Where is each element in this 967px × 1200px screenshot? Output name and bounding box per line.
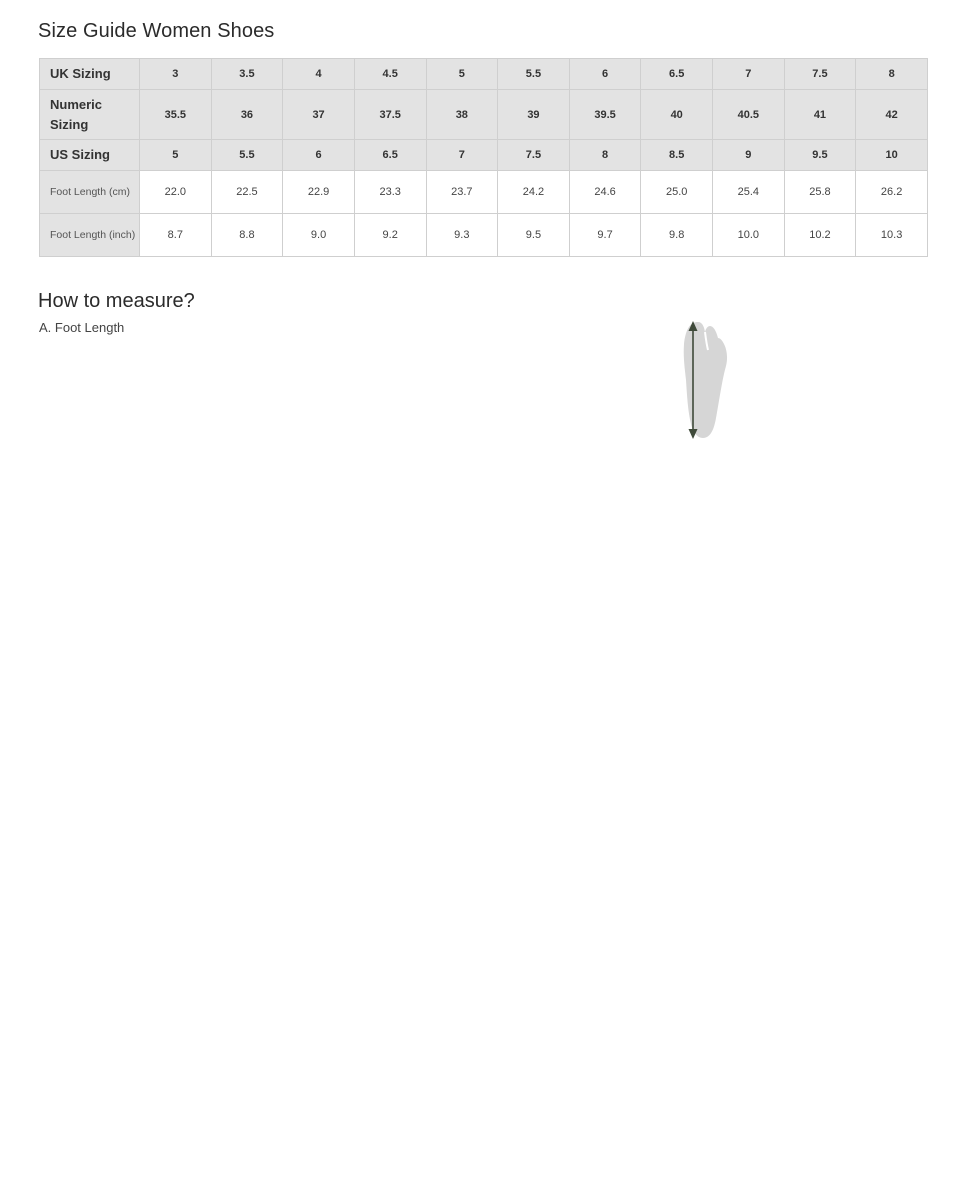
table-row-numeric-sizing <box>40 90 928 140</box>
how-to-measure-title: How to measure? <box>38 290 195 312</box>
row-header-foot-length-inch: Foot Length (inch) <box>40 214 140 257</box>
table-cell: 39 <box>498 90 570 140</box>
table-cell: 6 <box>569 59 641 90</box>
table-cell: 23.3 <box>354 171 426 214</box>
table-cell: 37 <box>283 90 355 140</box>
table-cell: 40 <box>641 90 713 140</box>
table-cell: 10.0 <box>713 214 785 257</box>
table-cell: 9.8 <box>641 214 713 257</box>
table-cell: 23.7 <box>426 171 498 214</box>
table-cell: 22.0 <box>140 171 212 214</box>
table-cell: 5.5 <box>498 59 570 90</box>
table-cell: 37.5 <box>354 90 426 140</box>
table-cell: 41 <box>784 90 856 140</box>
table-cell: 35.5 <box>140 90 212 140</box>
table-cell: 10.2 <box>784 214 856 257</box>
table-cell: 25.0 <box>641 171 713 214</box>
table-row-us-sizing <box>40 140 928 171</box>
table-cell: 10.3 <box>856 214 928 257</box>
table-cell: 42 <box>856 90 928 140</box>
table-cell: 26.2 <box>856 171 928 214</box>
table-cell: 8.8 <box>211 214 283 257</box>
table-row-foot-length-cm <box>40 171 928 214</box>
row-header-us-sizing: US Sizing <box>40 140 140 171</box>
table-row-foot-length-inch <box>40 214 928 257</box>
table-cell: 39.5 <box>569 90 641 140</box>
table-cell: 9.5 <box>498 214 570 257</box>
size-guide-table <box>39 58 928 257</box>
table-cell: 9.7 <box>569 214 641 257</box>
table-cell: 40.5 <box>713 90 785 140</box>
table-cell: 7.5 <box>784 59 856 90</box>
table-row-uk-sizing <box>40 59 928 90</box>
table-cell: 5.5 <box>211 140 283 171</box>
table-cell: 4 <box>283 59 355 90</box>
table-cell: 22.9 <box>283 171 355 214</box>
table-cell: 7.5 <box>498 140 570 171</box>
table-cell: 6.5 <box>354 140 426 171</box>
foot-length-label: A. Foot Length <box>39 320 125 335</box>
table-cell: 7 <box>426 140 498 171</box>
page-title: Size Guide Women Shoes <box>38 20 275 42</box>
table-cell: 38 <box>426 90 498 140</box>
table-cell: 3 <box>140 59 212 90</box>
table-cell: 5 <box>140 140 212 171</box>
table-cell: 8 <box>856 59 928 90</box>
row-header-numeric-sizing: Numeric Sizing <box>40 90 140 140</box>
table-cell: 6.5 <box>641 59 713 90</box>
row-header-uk-sizing: UK Sizing <box>40 59 140 90</box>
table-cell: 24.6 <box>569 171 641 214</box>
table-cell: 9 <box>713 140 785 171</box>
table-cell: 10 <box>856 140 928 171</box>
table-cell: 9.0 <box>283 214 355 257</box>
table-cell: 22.5 <box>211 171 283 214</box>
table-cell: 36 <box>211 90 283 140</box>
table-cell: 9.3 <box>426 214 498 257</box>
table-cell: 8.5 <box>641 140 713 171</box>
table-cell: 8.7 <box>140 214 212 257</box>
table-cell: 7 <box>713 59 785 90</box>
table-cell: 24.2 <box>498 171 570 214</box>
table-cell: 9.5 <box>784 140 856 171</box>
row-header-foot-length-cm: Foot Length (cm) <box>40 171 140 214</box>
table-cell: 9.2 <box>354 214 426 257</box>
table-cell: 6 <box>283 140 355 171</box>
foot-length-icon <box>678 318 732 442</box>
table-cell: 25.4 <box>713 171 785 214</box>
table-cell: 5 <box>426 59 498 90</box>
table-cell: 8 <box>569 140 641 171</box>
table-cell: 25.8 <box>784 171 856 214</box>
table-cell: 4.5 <box>354 59 426 90</box>
table-cell: 3.5 <box>211 59 283 90</box>
